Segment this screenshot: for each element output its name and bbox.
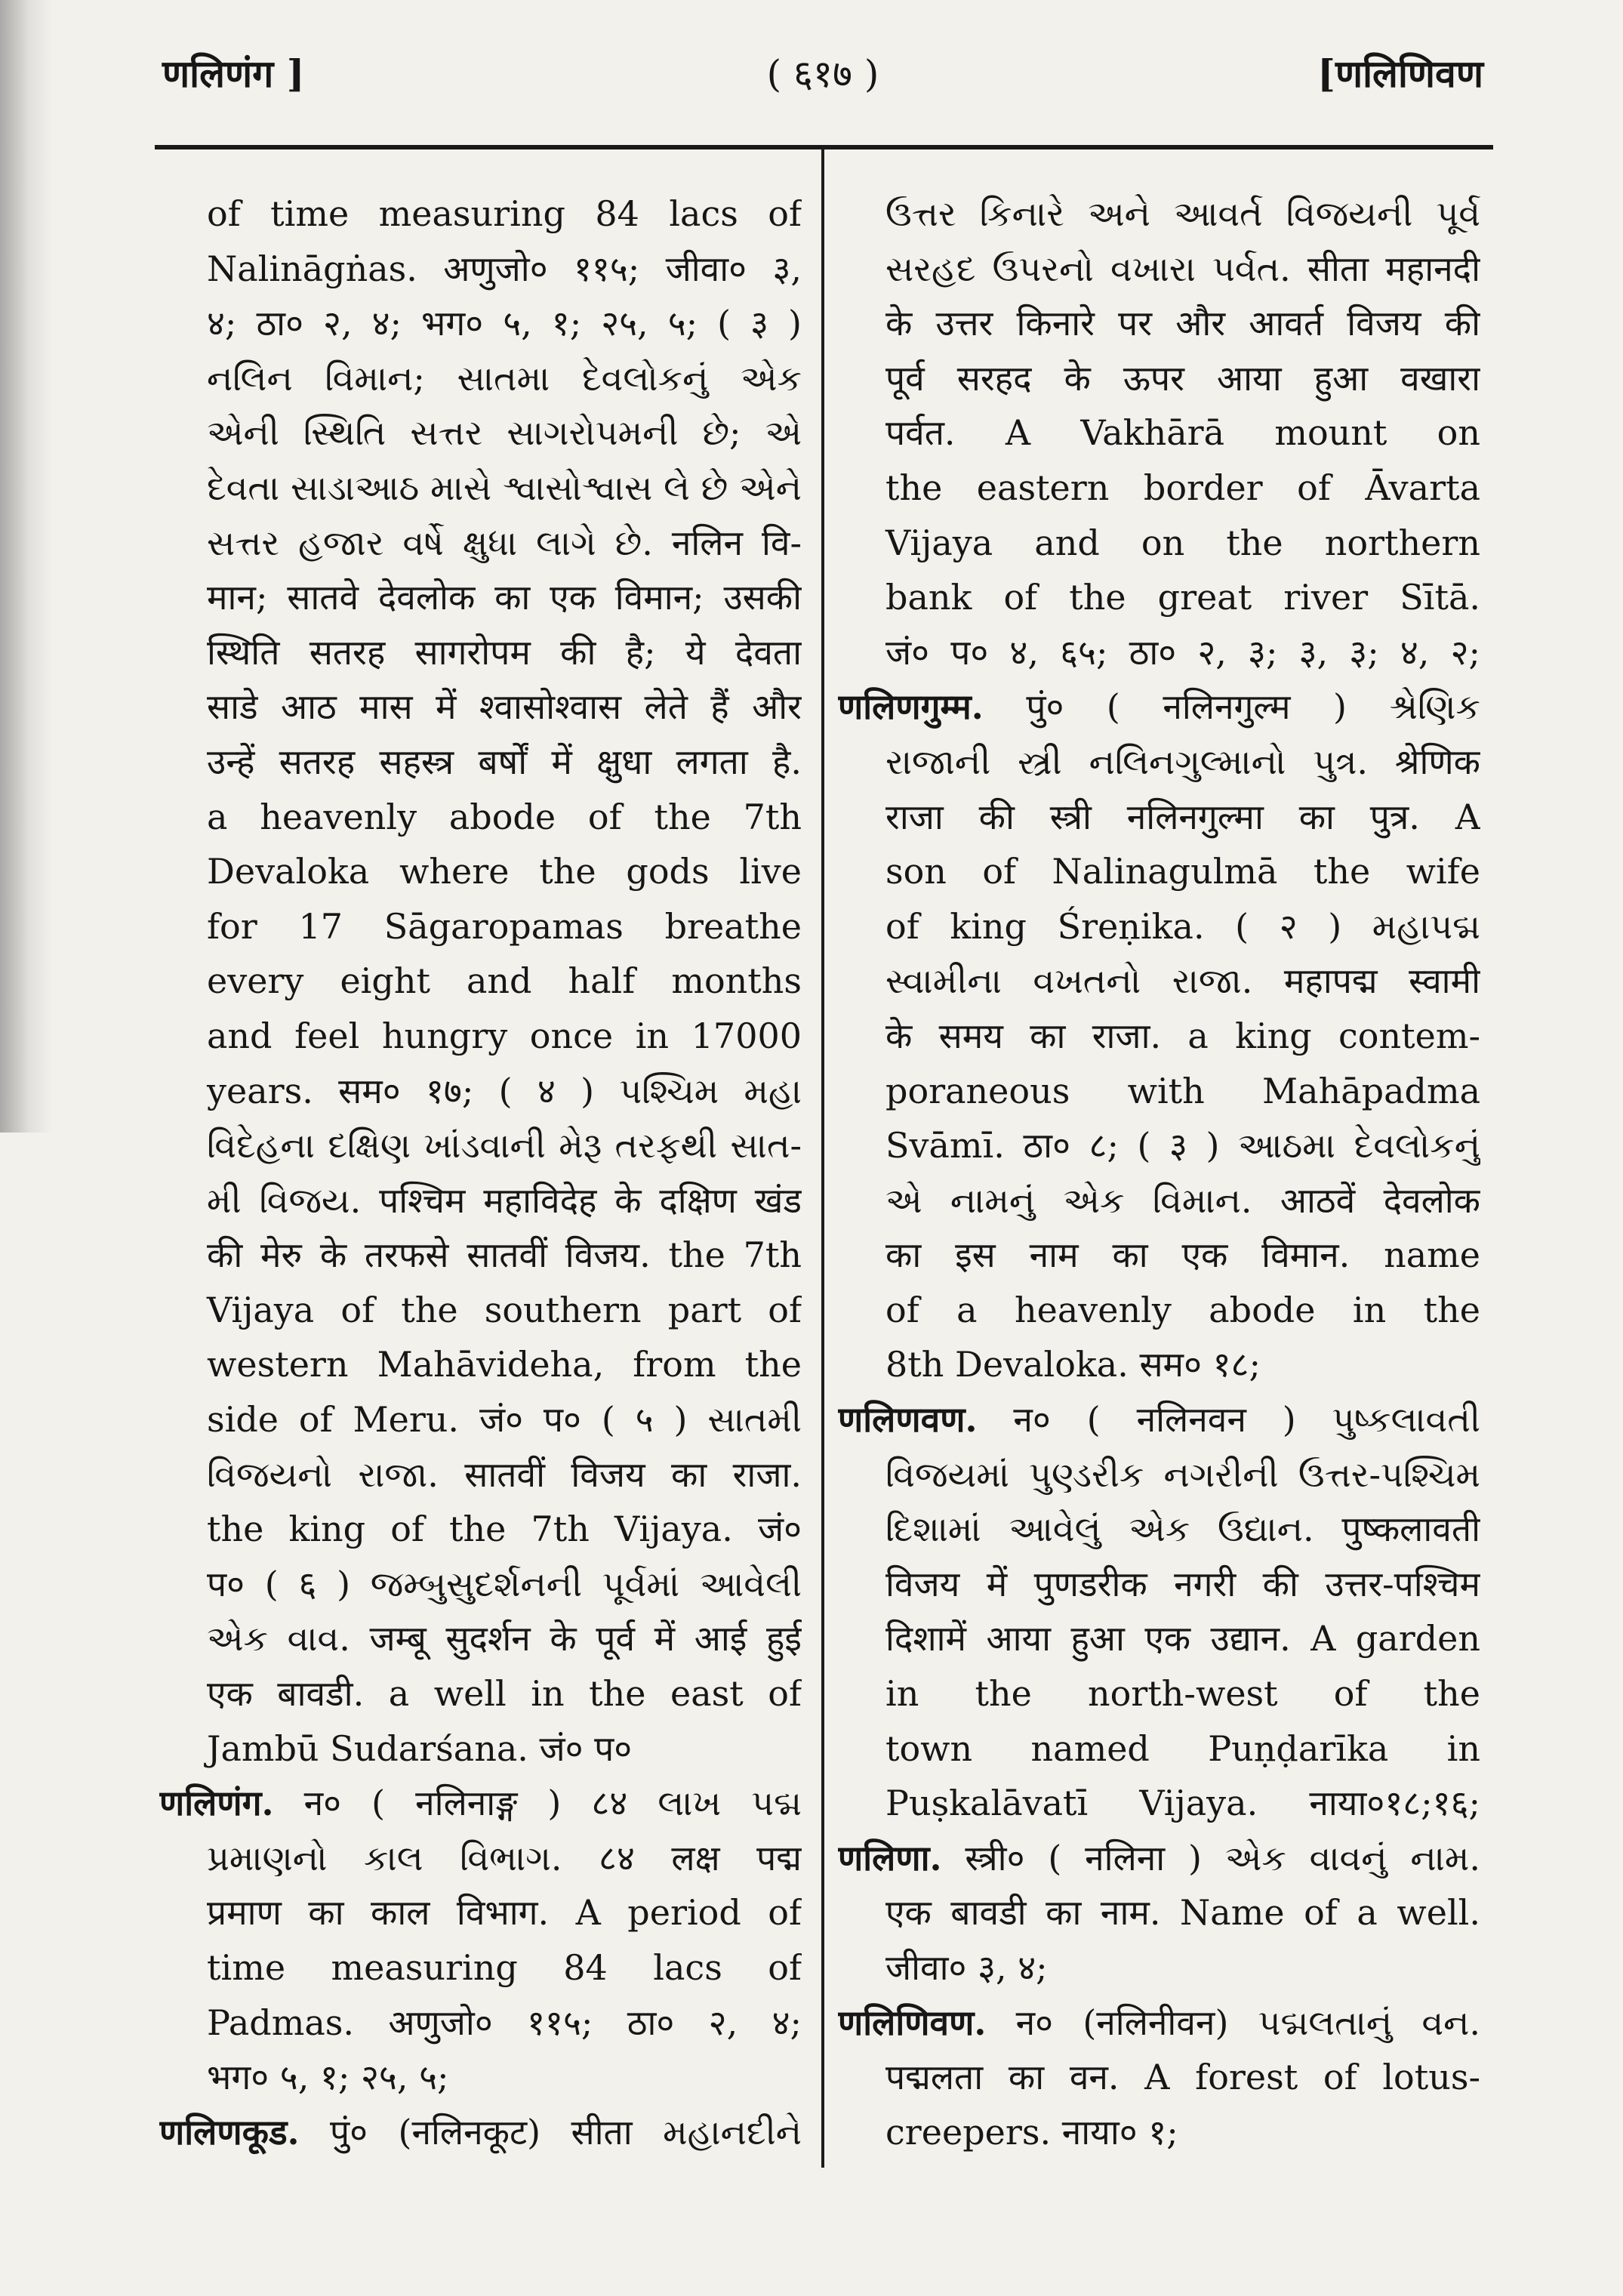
entry-text: न० ( नलिनवन ) પુષ્કલાવતી bbox=[977, 1399, 1480, 1441]
entry-line: વિજયમાં પુણ્ડરીક નગરીની ઉત્તર-પશ્ચિમ bbox=[885, 1453, 1480, 1495]
headword: णलिणगुम्म. bbox=[838, 686, 984, 728]
entry-line: of time measuring 84 lacs of bbox=[207, 193, 802, 234]
entry-line: the king of the 7th Vijaya. जं० bbox=[207, 1509, 802, 1550]
entry-line: town named Puṇḍarīka in bbox=[885, 1727, 1480, 1769]
entry-line: Devaloka where the gods live bbox=[207, 851, 802, 892]
entry-line: एक बावडी का नाम. Name of a well. bbox=[885, 1892, 1480, 1934]
headword: णलिणवण. bbox=[838, 1399, 978, 1441]
entry-line: in the north-west of the bbox=[885, 1673, 1480, 1715]
column-divider bbox=[821, 148, 824, 2168]
entry-line: પ્રમાણનો કાલ વિભાગ. ८४ लक्ष पद्म bbox=[207, 1837, 802, 1878]
entry-text: न० (नलिनीवन) પદ્મલતાનું વન. bbox=[986, 2002, 1480, 2043]
entry-line: Vijaya and on the northern bbox=[885, 522, 1480, 563]
entry-line: जीवा० ३, ४; bbox=[885, 1947, 1048, 1988]
entry-headword-line bbox=[838, 1996, 1480, 2051]
entry-headword-line bbox=[159, 2105, 802, 2160]
entry-headword-line bbox=[838, 1831, 1480, 1886]
entry-line: प्रमाण का काल विभाग. A period of bbox=[207, 1892, 802, 1934]
entry-line: जं० प० ४, ६५; ठा० २, ३; ३, ३; ४, २; bbox=[885, 631, 1480, 673]
entry-line: વિજયનો રાજા. सातवीं विजय का राजा. bbox=[207, 1453, 802, 1495]
entry-line: every eight and half months bbox=[207, 960, 802, 1002]
entry-line: एक बावडी. a well in the east of bbox=[207, 1673, 802, 1715]
headword: णलिणिवण. bbox=[838, 2002, 987, 2043]
right-column bbox=[838, 186, 1480, 2159]
entry-line: time measuring 84 lacs of bbox=[207, 1947, 802, 1988]
entry-line: of a heavenly abode in the bbox=[885, 1289, 1480, 1330]
entry-line: की मेरु के तरफसे सातवीं विजय. the 7th bbox=[207, 1234, 802, 1276]
entry-line: એની સ્થિતિ સત્તર સાગરોપમની છે; એ bbox=[207, 412, 802, 454]
entry-line: દેવતા સાડાઆઠ માસે શ્વાસોશ્વાસ લે છે એને bbox=[207, 467, 802, 508]
entry-line: son of Nalinagulmā the wife bbox=[885, 851, 1480, 892]
entry-line: भग० ५, १; २५, ५; bbox=[207, 2057, 449, 2098]
left-column bbox=[159, 186, 802, 2159]
entry-line: पर्वत. A Vakhārā mount on bbox=[885, 412, 1480, 454]
entry-line: and feel hungry once in 17000 bbox=[207, 1015, 802, 1056]
entry-line: दिशामें आया हुआ एक उद्यान. A garden bbox=[885, 1618, 1480, 1660]
entry-line: उन्हें सतरह सहस्त्र बर्षों में क्षुधा लगता है. bbox=[207, 741, 802, 782]
entry-line: ઉત્તર કિનારે અને આવર્ત વિજયની પૂર્વ bbox=[885, 193, 1480, 234]
entry-line: Vijaya of the southern part of bbox=[207, 1289, 802, 1330]
entry-line: a heavenly abode of the 7th bbox=[207, 796, 802, 837]
headword: णलिणा. bbox=[838, 1837, 942, 1878]
entry-line: એ નામનું એક વિમાન. आठवें देवलोक bbox=[885, 1179, 1480, 1221]
entry-line: એક વાવ. जम्बू सुदर्शन के पूर्व में आई हुई bbox=[207, 1618, 802, 1660]
entry-line: का इस नाम का एक विमान. name bbox=[885, 1234, 1480, 1276]
header-left-guide-word: णलिणंग ] bbox=[162, 51, 305, 96]
entry-line: મી વિજય. पश्चिम महाविदेह के दक्षिण खंड bbox=[207, 1179, 802, 1221]
entry-line: of king Śreṇika. ( २ ) મહાપદ્મ bbox=[885, 905, 1480, 947]
entry-line: દિશામાં આવેલું એક ઉદ્યાન. पुष्कलावती bbox=[885, 1509, 1480, 1550]
entry-line: ४; ठा० २, ४; भग० ५, १; २५, ५; ( ३ ) bbox=[207, 303, 802, 344]
entry-line: के समय का राजा. a king contem- bbox=[885, 1015, 1480, 1056]
entry-text: पुं० ( नलिनगुल्म ) શ્રેણિક bbox=[983, 686, 1480, 728]
header-right-guide-word: [णलिणिवण bbox=[1317, 51, 1483, 96]
entry-line: विजय में पुणडरीक नगरी की उत्तर-पश्चिम bbox=[885, 1563, 1480, 1604]
entry-line: creepers. नाया० १; bbox=[885, 2111, 1178, 2153]
entry-line: bank of the great river Sītā. bbox=[885, 577, 1480, 618]
entry-line: western Mahāvideha, from the bbox=[207, 1344, 802, 1385]
entry-line: વિદેહના દક્ષિણ ખાંડવાની મેરૂ તરફથી સાત- bbox=[207, 1125, 802, 1166]
entry-line: years. सम० १७; ( ४ ) પશ્ચિમ મહા bbox=[207, 1070, 802, 1111]
entry-text: स्त्री० ( नलिना ) એક વાવનું નામ. bbox=[941, 1837, 1480, 1878]
entry-line: 8th Devaloka. सम० १८; bbox=[885, 1344, 1261, 1385]
entry-line: स्थिति सतरह सागरोपम की है; ये देवता bbox=[207, 631, 802, 673]
entry-text: पुं० (नलिनकूट) सीता મહાનદીને bbox=[299, 2111, 802, 2153]
entry-line: Nalināgṅas. अणुजो० ११५; जीवा० ३, bbox=[207, 248, 802, 289]
entry-line: સત્તર હજાર વર્ષે ક્ષુધા લાગે છે. नलिन वि- bbox=[207, 522, 802, 563]
entry-line: Jambū Sudarśana. जं० प० bbox=[207, 1727, 633, 1769]
entry-line: Puṣkalāvatī Vijaya. नाया०१८;१६; bbox=[885, 1783, 1480, 1824]
entry-line: the eastern border of Āvarta bbox=[885, 467, 1480, 508]
page-number: ( ६१७ ) bbox=[766, 52, 879, 96]
entry-line: સ્વામીના વખતનો રાજા. महापद्म स्वामी bbox=[885, 960, 1480, 1002]
entry-headword-line bbox=[838, 1392, 1480, 1447]
entry-line: for 17 Sāgaropamas breathe bbox=[207, 905, 802, 947]
entry-line: Padmas. अणुजो० ११५; ठा० २, ४; bbox=[207, 2002, 802, 2043]
scan-edge-shading bbox=[0, 0, 53, 1133]
headword: णलिणंग. bbox=[159, 1783, 274, 1824]
entry-line: राजा की स्त्री नलिनगुल्मा का पुत्र. A bbox=[885, 796, 1480, 837]
entry-line: સરહદ ઉપરનો વખારા પર્વત. सीता महानदी bbox=[885, 248, 1480, 289]
entry-line: प० ( ६ ) જમ્બુસુદર્શનની પૂર્વમાં આવેલી bbox=[207, 1563, 802, 1604]
entry-headword-line bbox=[838, 680, 1480, 735]
entry-line: poraneous with Mahāpadma bbox=[885, 1070, 1480, 1111]
entry-headword-line bbox=[159, 1776, 802, 1831]
entry-line: पूर्व सरहद के ऊपर आया हुआ वखारा bbox=[885, 357, 1480, 399]
entry-line: side of Meru. जं० प० ( ५ ) સાતમી bbox=[207, 1399, 802, 1441]
entry-line: રાજાની સ્ત્રી નલિનગુલ્માનો પુત્ર. श्रेणिक bbox=[885, 741, 1480, 782]
entry-line: નલિન વિમાન; સાતમા દેવલોકનું એક bbox=[207, 357, 802, 399]
entry-line: पद्मलता का वन. A forest of lotus- bbox=[885, 2057, 1480, 2098]
entry-line: के उत्तर किनारे पर और आवर्त विजय की bbox=[885, 303, 1480, 344]
headword: णलिणकूड. bbox=[159, 2111, 300, 2153]
entry-text: न० ( नलिनाङ्ग ) ८४ લાખ પદ્મ bbox=[273, 1783, 802, 1824]
entry-line: मान; सातवे देवलोक का एक विमान; उसकी bbox=[207, 577, 802, 618]
entry-line: Svāmī. ठा० ८; ( ३ ) આઠમા દેવલોકનું bbox=[885, 1125, 1480, 1166]
entry-line: साडे आठ मास में श्वासोश्वास लेते हैं और bbox=[207, 686, 802, 728]
